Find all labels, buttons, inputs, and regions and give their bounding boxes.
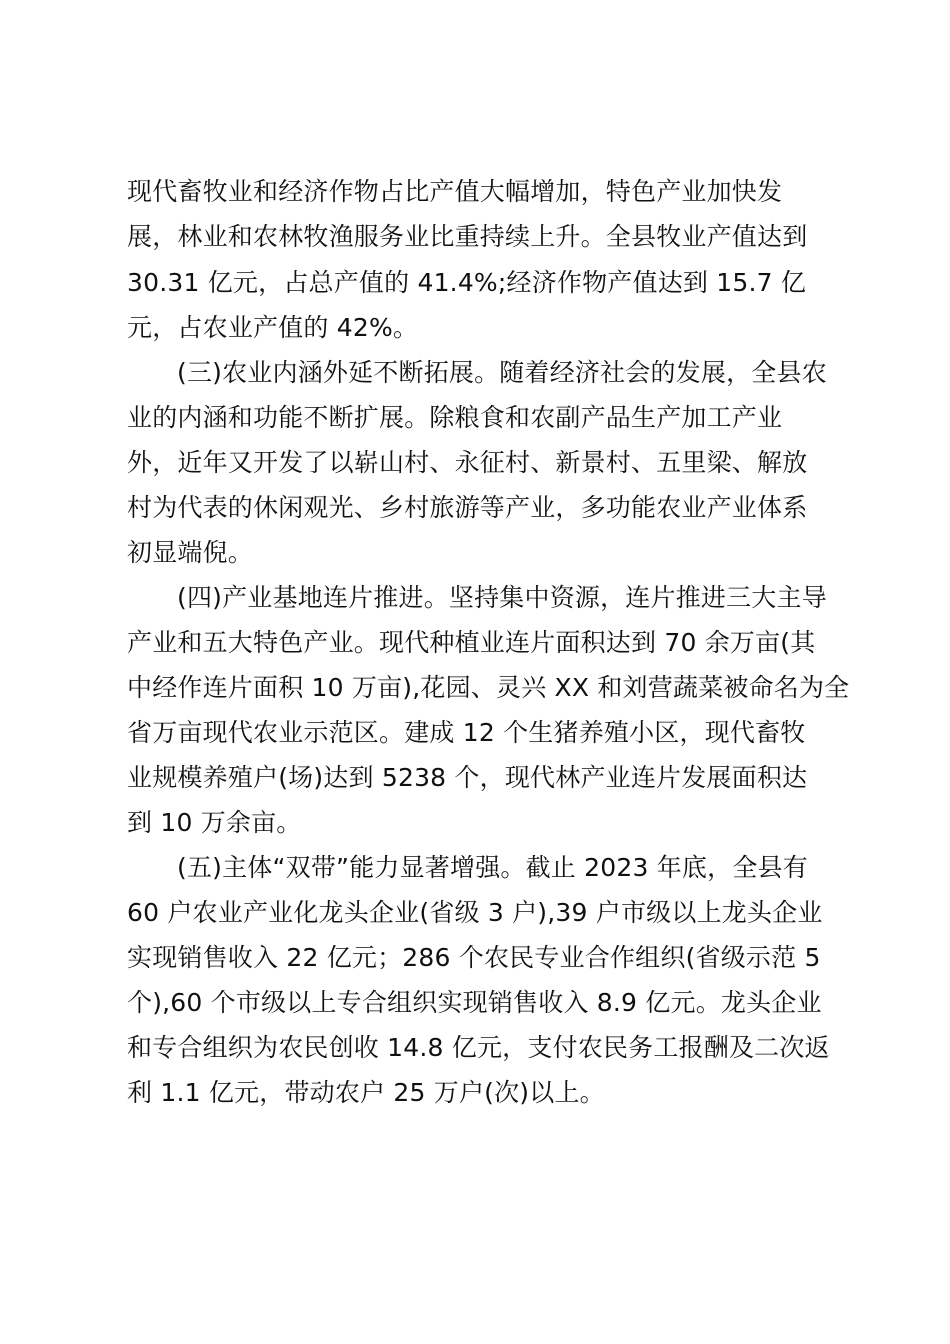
paragraph-line: (五)主体“双带”能力显著增强。截止 2023 年底，全县有 [177,853,808,882]
paragraph-line: (三)农业内涵外延不断拓展。随着经济社会的发展，全县农 [177,358,827,387]
paragraph-line: 60 户农业产业化龙头企业(省级 3 户),39 户市级以上龙头企业 [127,898,823,927]
paragraph-line: 省万亩现代农业示范区。建成 12 个生猪养殖小区，现代畜牧 [127,718,806,747]
paragraph-line: 到 10 万余亩。 [127,808,302,837]
paragraph-line: 展，林业和农林牧渔服务业比重持续上升。全县牧业产值达到 [127,222,808,251]
paragraph-line: 村为代表的休闲观光、乡村旅游等产业，多功能农业产业体系 [127,493,808,522]
paragraph-line: 30.31 亿元，占总产值的 41.4%;经济作物产值达到 15.7 亿 [127,268,807,297]
paragraph-line: 利 1.1 亿元，带动农户 25 万户(次)以上。 [127,1078,605,1107]
paragraph-line: 初显端倪。 [127,538,254,567]
paragraph-line: 现代畜牧业和经济作物占比产值大幅增加，特色产业加快发 [127,177,783,206]
paragraph-line: 中经作连片面积 10 万亩),花园、灵兴 XX 和刘营蔬菜被命名为全 [127,673,850,702]
paragraph-line: 产业和五大特色产业。现代种植业连片面积达到 70 余万亩(其 [127,628,816,657]
paragraph-line: 和专合组织为农民创收 14.8 亿元，支付农民务工报酬及二次返 [127,1033,830,1062]
paragraph-line: 元，占农业产值的 42%。 [127,313,419,342]
paragraph-line: 业规模养殖户(场)达到 5238 个，现代林产业连片发展面积达 [127,763,808,792]
paragraph-line: 实现销售收入 22 亿元；286 个农民专业合作组织(省级示范 5 [127,943,821,972]
paragraph-line: 业的内涵和功能不断扩展。除粮食和农副产品生产加工产业 [127,403,783,432]
paragraph-line: 外，近年又开发了以崭山村、永征村、新景村、五里梁、解放 [127,448,808,477]
paragraph-line: 个),60 个市级以上专合组织实现销售收入 8.9 亿元。龙头企业 [127,988,822,1017]
paragraph-line: (四)产业基地连片推进。坚持集中资源，连片推进三大主导 [177,583,827,612]
